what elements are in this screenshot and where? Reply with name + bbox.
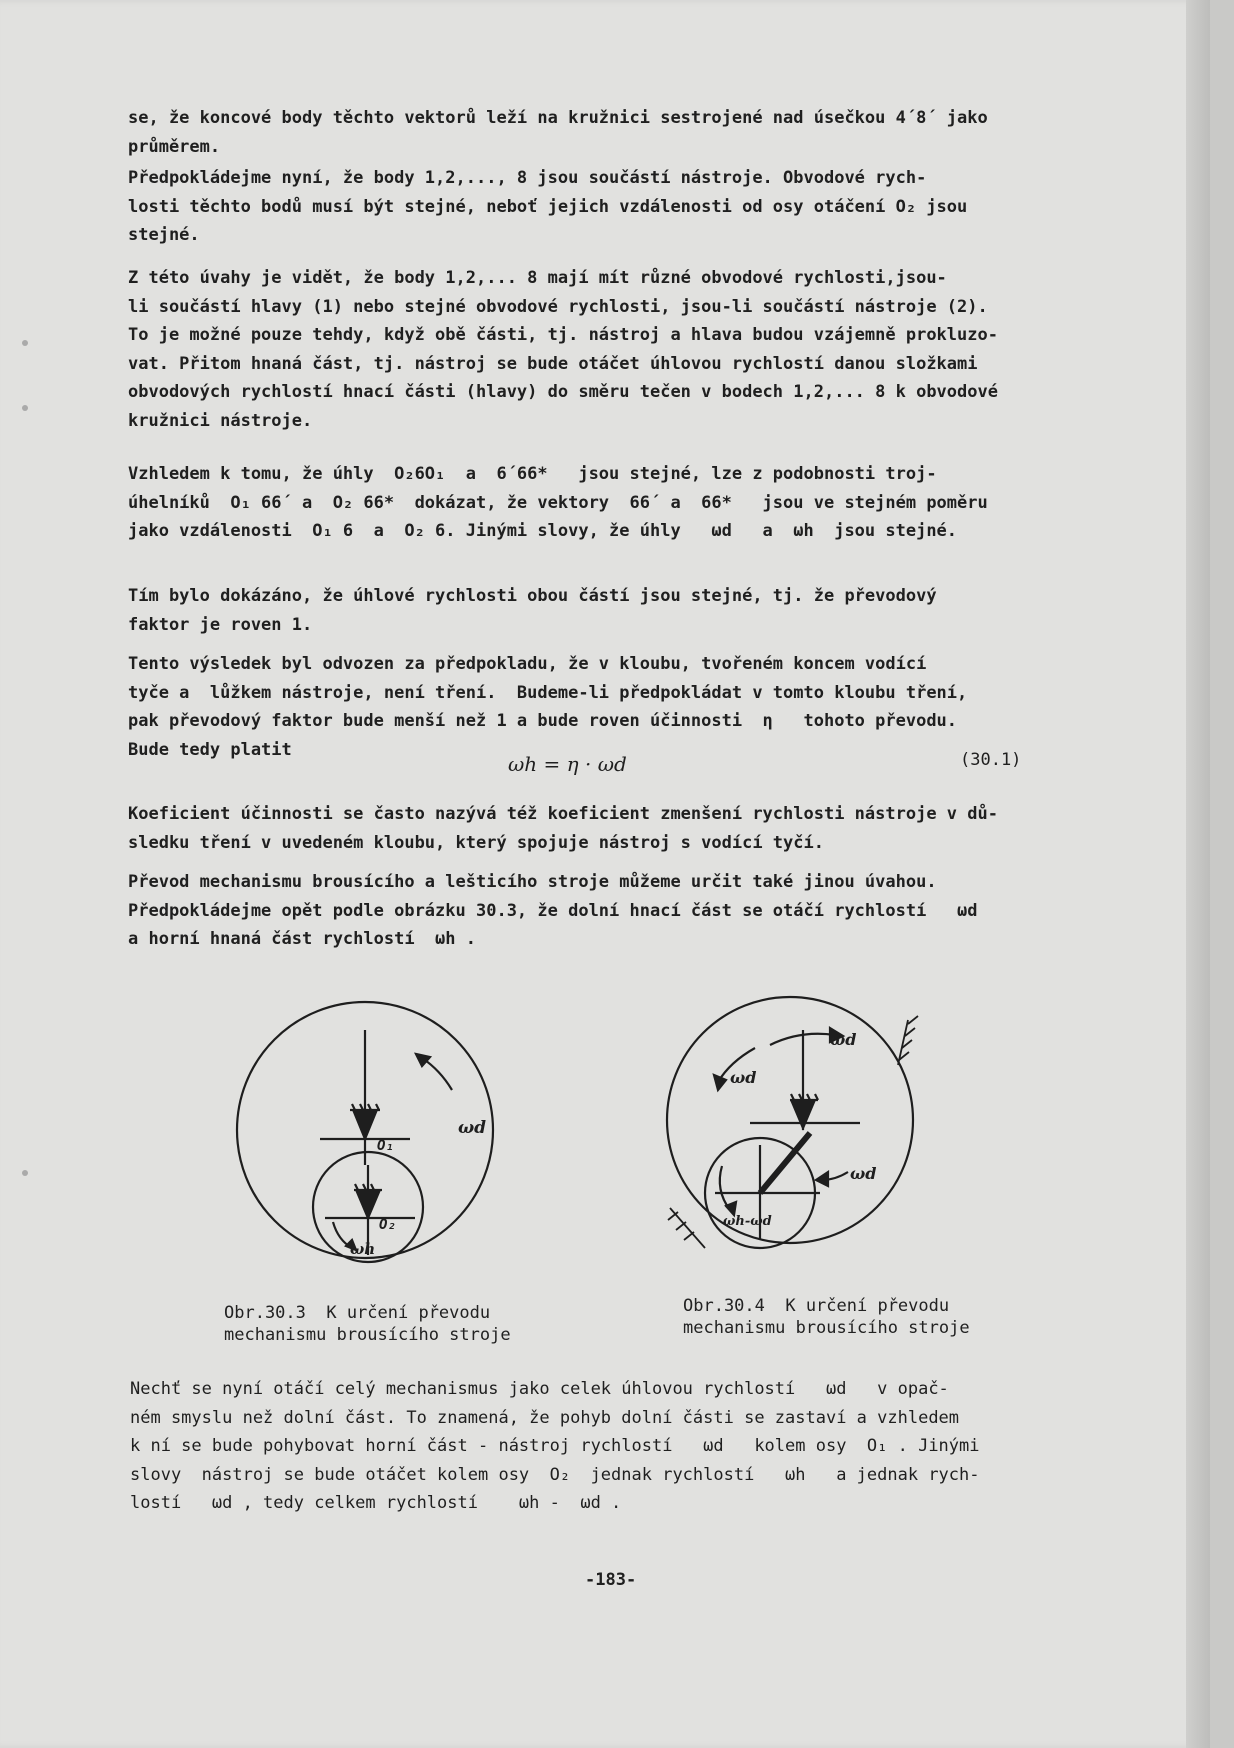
page-edge [1186, 0, 1210, 1748]
paragraph-9: Nechť se nyní otáčí celý mechanismus jako celek úhlovou rychlostí ωd v opač- ném smyslu než dolní část. To znamená, že pohyb dolní části se zastaví a vzhledem k ní se bude pohybovat horní část - nástroj rychlostí ωd kolem osy O₁ . Jinými slovy nástroj se bude otáčet kolem osy O₂ jednak rychlostí ωh a jednak rych- lostí ωd , tedy celkem rychlostí ωh - ωd . [130, 1379, 980, 1513]
caption-30-4: Obr.30.4 K určení převodu mechanismu brousícího stroje [683, 1296, 970, 1338]
label-omega-d-top: ωd [830, 1030, 857, 1049]
binding-hole [22, 405, 28, 411]
paragraph-1: se, že koncové body těchto vektorů leží na kružnici sestrojené nad úsečkou 4´8´ jako průměrem. [128, 108, 988, 157]
binding-hole [22, 340, 28, 346]
paragraph-2: Předpokládejme nyní, že body 1,2,..., 8 jsou součástí nástroje. Obvodové rych- losti těchto bodů musí být stejné, neboť jejich vzdálenosti od osy otáčení O₂ jsou stejné. [128, 168, 968, 245]
label-omega-d: ωd [458, 1118, 487, 1138]
page-number: -183- [585, 1570, 637, 1590]
paragraph-4: Vzhledem k tomu, že úhly O₂6O₁ a 6´66* jsou stejné, lze z podobnosti troj- úhelníků O₁ 66´ a O₂ 66* dokázat, že vektory 66´ a 66* jsou ve stejném poměru jako vzdálenosti O₁ 6 a O₂ 6. Jinými slovy, že úhly ωd a ωh jsou stejné. [128, 464, 988, 541]
paragraph-8: Převod mechanismu brousícího a lešticího stroje můžeme určit také jinou úvahou. Předpokládejme opět podle obrázku 30.3, že dolní hnací část se otáčí rychlostí ωd a horní hnaná část rychlostí ωh . [128, 872, 978, 949]
paragraph-3: Z této úvahy je vidět, že body 1,2,... 8 mají mít různé obvodové rychlosti,jsou- li součástí hlavy (1) nebo stejné obvodové rychlosti, jsou-li součástí nástroje (2). To je možné pouze tehdy, když obě části, tj. nástroj a hlava budou vzájemně prokluzo- vat. Přitom hnaná část, tj. nástroj se bude otáčet úhlovou rychlostí danou složkami obvodových rychlostí hnací části (hlavy) do směru tečen v bodech 1,2,... 8 k obvodové kružnici nástroje. [128, 268, 998, 431]
outer-circle [667, 997, 913, 1243]
paragraph-6: Tento výsledek byl odvozen za předpokladu, že v kloubu, tvořeném koncem vodící tyče a lůžkem nástroje, není tření. Budeme-li předpokládat v tomto kloubu tření, pak převodový faktor bude menší než 1 a bude roven účinnosti η tohoto převodu. Bude tedy platit [128, 654, 968, 760]
rotation-arrow [422, 1058, 452, 1090]
equation: ωh = η · ωd [508, 752, 627, 776]
label-o1: O₁ [377, 1138, 394, 1154]
caption-30-3: Obr.30.3 K určení převodu mechanismu brousícího stroje [224, 1303, 511, 1345]
label-omega-d-left: ωd [730, 1068, 757, 1087]
label-omega-h-minus-d: ωh-ωd [723, 1214, 772, 1229]
label-o2: O₂ [379, 1217, 396, 1233]
figure-30-4 [660, 1000, 960, 1280]
binding-hole [22, 1170, 28, 1176]
label-omega-d-right: ωd [850, 1164, 877, 1183]
label-omega-h: ωh [350, 1240, 376, 1258]
equation-number: (30.1) [960, 750, 1022, 770]
paragraph-5: Tím bylo dokázáno, že úhlové rychlosti obou částí jsou stejné, tj. že převodový faktor je roven 1. [128, 586, 937, 635]
figure-30-3 [230, 1000, 510, 1280]
paragraph-7: Koeficient účinnosti se často nazývá též koeficient zmenšení rychlosti nástroje v dů- sledku tření v uvedeném kloubu, který spojuje nástroj s vodící tyčí. [128, 804, 998, 853]
